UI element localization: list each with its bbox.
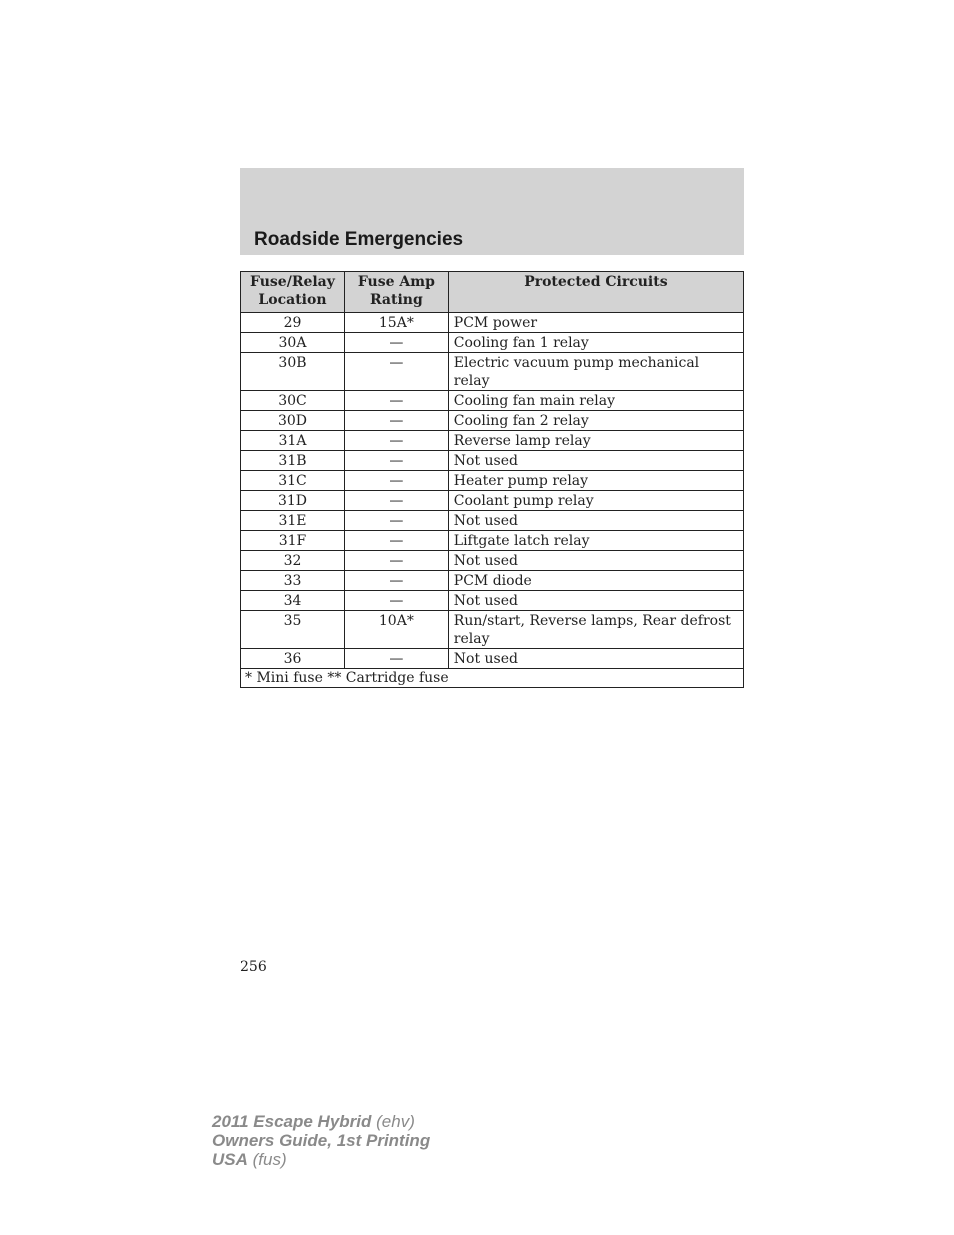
footer-line-1 <box>212 1112 430 1131</box>
cell-circuit: Cooling fan main relay <box>448 391 743 411</box>
cell-location: 36 <box>241 649 345 669</box>
cell-location: 31B <box>241 451 345 471</box>
cell-rating: — <box>344 511 448 531</box>
cell-location: 31A <box>241 431 345 451</box>
cell-circuit: PCM diode <box>448 571 743 591</box>
cell-circuit: Not used <box>448 551 743 571</box>
cell-rating: — <box>344 649 448 669</box>
cell-circuit: Reverse lamp relay <box>448 431 743 451</box>
footer-model-code: (ehv) <box>376 1112 415 1131</box>
cell-rating: — <box>344 451 448 471</box>
table-row <box>241 531 744 551</box>
cell-circuit: Electric vacuum pump mechanical relay <box>448 353 743 391</box>
fuse-table <box>240 271 744 688</box>
cell-location: 33 <box>241 571 345 591</box>
footer-line-3 <box>212 1150 430 1169</box>
cell-location: 34 <box>241 591 345 611</box>
table-row <box>241 591 744 611</box>
cell-circuit: Liftgate latch relay <box>448 531 743 551</box>
cell-rating: 10A* <box>344 611 448 649</box>
table-row <box>241 333 744 353</box>
column-header-rating: Fuse Amp Rating <box>344 272 448 313</box>
cell-location: 30A <box>241 333 345 353</box>
table-row <box>241 649 744 669</box>
table-header-row <box>241 272 744 313</box>
footer-line-2 <box>212 1131 430 1150</box>
cell-location: 29 <box>241 313 345 333</box>
column-header-circuits: Protected Circuits <box>448 272 743 313</box>
page-number: 256 <box>240 959 267 975</box>
footer-model: 2011 Escape Hybrid <box>212 1112 372 1131</box>
cell-location: 31C <box>241 471 345 491</box>
cell-location: 31D <box>241 491 345 511</box>
footer-guide: Owners Guide, 1st Printing <box>212 1131 431 1150</box>
cell-circuit: Cooling fan 1 relay <box>448 333 743 353</box>
cell-rating: — <box>344 491 448 511</box>
cell-rating: — <box>344 411 448 431</box>
cell-rating: 15A* <box>344 313 448 333</box>
column-header-location: Fuse/Relay Location <box>241 272 345 313</box>
cell-rating: — <box>344 551 448 571</box>
table-footnote: * Mini fuse ** Cartridge fuse <box>241 669 744 688</box>
footer <box>212 1112 430 1169</box>
table-row <box>241 551 744 571</box>
cell-rating: — <box>344 531 448 551</box>
cell-location: 30C <box>241 391 345 411</box>
cell-location: 30D <box>241 411 345 431</box>
table-row <box>241 451 744 471</box>
cell-circuit: Not used <box>448 591 743 611</box>
cell-rating: — <box>344 333 448 353</box>
cell-circuit: Not used <box>448 511 743 531</box>
cell-location: 31F <box>241 531 345 551</box>
cell-location: 30B <box>241 353 345 391</box>
cell-rating: — <box>344 391 448 411</box>
table-row <box>241 571 744 591</box>
cell-circuit: Heater pump relay <box>448 471 743 491</box>
section-title: Roadside Emergencies <box>254 229 464 250</box>
cell-location: 31E <box>241 511 345 531</box>
cell-location: 32 <box>241 551 345 571</box>
cell-circuit: Coolant pump relay <box>448 491 743 511</box>
cell-rating: — <box>344 571 448 591</box>
cell-circuit: PCM power <box>448 313 743 333</box>
cell-rating: — <box>344 471 448 491</box>
footer-market-code: (fus) <box>252 1150 287 1169</box>
cell-circuit: Not used <box>448 649 743 669</box>
table-row <box>241 431 744 451</box>
table-row <box>241 511 744 531</box>
table-row <box>241 471 744 491</box>
cell-rating: — <box>344 353 448 391</box>
cell-rating: — <box>344 431 448 451</box>
table-row <box>241 491 744 511</box>
footnote-row <box>241 669 744 688</box>
cell-rating: — <box>344 591 448 611</box>
table-row <box>241 411 744 431</box>
footer-market: USA <box>212 1150 248 1169</box>
cell-circuit: Not used <box>448 451 743 471</box>
section-header <box>240 168 744 255</box>
table-row <box>241 353 744 391</box>
cell-circuit: Cooling fan 2 relay <box>448 411 743 431</box>
cell-location: 35 <box>241 611 345 649</box>
table-row <box>241 611 744 649</box>
cell-circuit: Run/start, Reverse lamps, Rear defrost relay <box>448 611 743 649</box>
table-row <box>241 391 744 411</box>
table-row <box>241 313 744 333</box>
